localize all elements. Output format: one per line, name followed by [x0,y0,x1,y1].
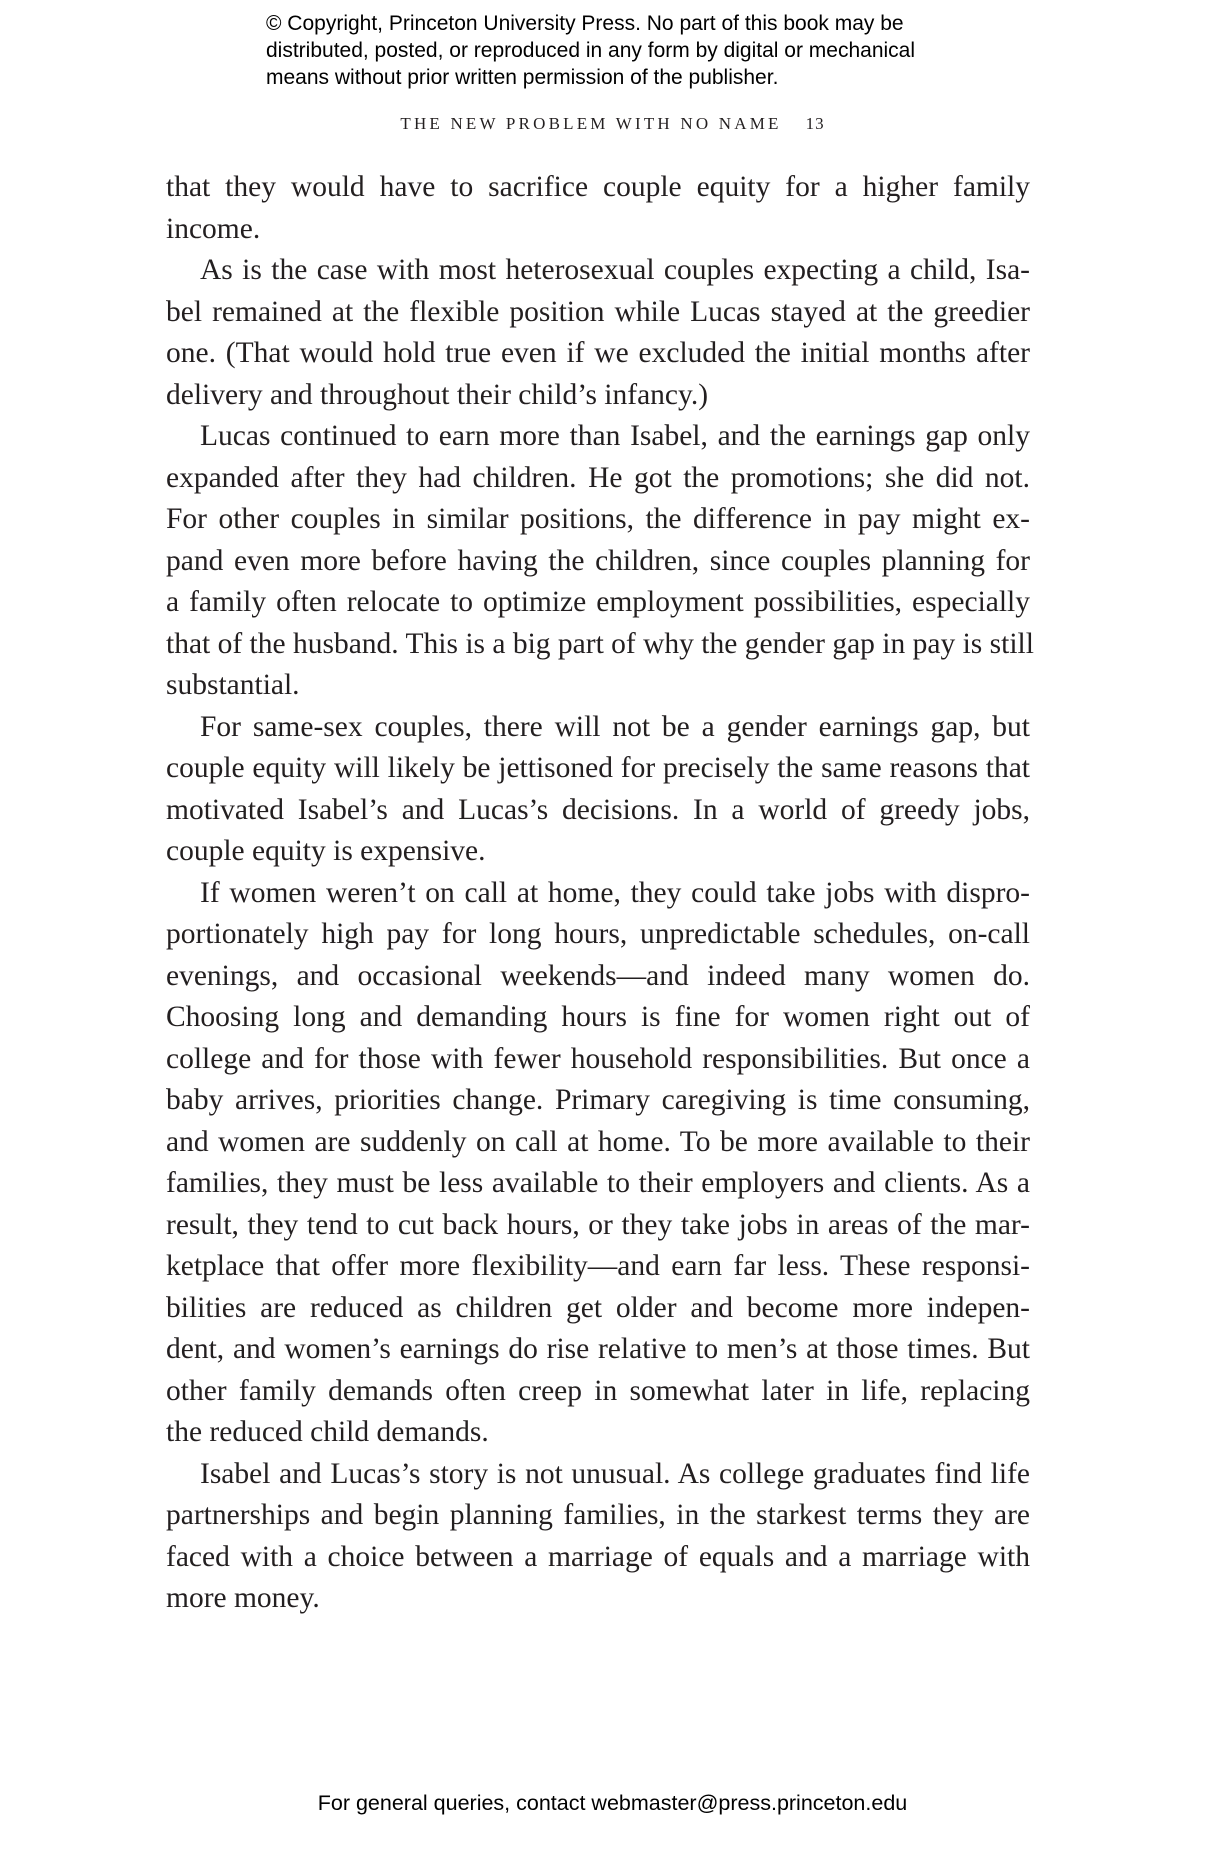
paragraph [166,416,1034,707]
text-line: bilities are reduced as children get older and become more indepen- [166,1291,1030,1324]
text-line: evenings, and occasional weekends—and indeed many women do. [166,959,1030,992]
body-text [166,167,1034,1620]
paragraph [166,873,1030,1454]
copyright-notice [266,10,986,91]
running-head [0,114,1225,134]
text-line: For same-sex couples, there will not be a gender earnings gap, but [200,710,1030,743]
text-line: college and for those with fewer household responsibilities. But once a [166,1042,1030,1075]
text-line: partnerships and begin planning families, in the starkest terms they are [166,1499,1030,1531]
text-line: more money. [166,1582,320,1614]
text-line: one. (That would hold true even if we excluded the initial months after [166,337,1030,369]
text-line: bel remained at the flexible position while Lucas stayed at the greedier [166,295,1030,328]
paragraph [166,707,1030,873]
paragraph [166,167,1030,250]
text-line: As is the case with most heterosexual couples expecting a child, Isa- [200,254,1030,286]
text-line: baby arrives, priorities change. Primary caregiving is time consuming, [166,1084,1030,1116]
copyright-line: © Copyright, Princeton University Press. No part of this book may be [266,12,904,35]
text-line: dent, and women’s earnings do rise relative to men’s at those times. But [166,1333,1030,1365]
paragraph [166,1454,1030,1620]
text-line: income. [166,212,261,245]
text-line: expanded after they had children. He got the promotions; she did not. [166,461,1030,494]
text-line: the reduced child demands. [166,1416,489,1448]
text-line: and women are suddenly on call at home. To be more available to their [166,1125,1030,1158]
text-line: Isabel and Lucas’s story is not unusual. As college graduates find life [200,1457,1030,1490]
copyright-line: distributed, posted, or reproduced in any form by digital or mechanical [266,39,916,62]
text-line: couple equity will likely be jettisoned for precisely the same reasons that [166,752,1030,784]
text-line: that of the husband. This is a big part of why the gender gap in pay is still [166,627,1034,660]
text-line: other family demands often creep in somewhat later in life, replacing [166,1374,1030,1407]
text-line: delivery and throughout their child’s infancy.) [166,378,709,411]
text-line: portionately high pay for long hours, unpredictable schedules, on-call [166,918,1030,950]
text-line: If women weren’t on call at home, they could take jobs with dispro- [200,876,1030,909]
text-line: Lucas continued to earn more than Isabel, and the earnings gap only [200,420,1030,452]
footer-contact: For general queries, contact webmaster@press.princeton.edu [317,1791,908,1815]
text-line: result, they tend to cut back hours, or they take jobs in areas of the mar- [166,1208,1030,1241]
text-line: ketplace that offer more flexibility—and earn far less. These responsi- [166,1250,1030,1282]
copyright-line: means without prior written permission of the publisher. [266,66,779,89]
text-line: couple equity is expensive. [166,835,486,867]
text-line: substantial. [166,669,300,701]
running-head-title: THE NEW PROBLEM WITH NO NAME [400,114,782,133]
text-line: pand even more before having the children, since couples planning for [166,544,1030,577]
text-line: a family often relocate to optimize employment possibilities, especially [166,586,1030,618]
paragraph [166,250,1030,416]
text-line: families, they must be less available to their employers and clients. As a [166,1167,1030,1199]
text-line: motivated Isabel’s and Lucas’s decisions. In a world of greedy jobs, [166,793,1030,826]
page-number: 13 [805,114,825,133]
text-line: faced with a choice between a marriage of equals and a marriage with [166,1540,1030,1573]
text-line: Choosing long and demanding hours is fine for women right out of [166,1001,1030,1033]
text-line: For other couples in similar positions, the difference in pay might ex- [166,503,1030,535]
text-line: that they would have to sacrifice couple equity for a higher family [166,171,1030,203]
